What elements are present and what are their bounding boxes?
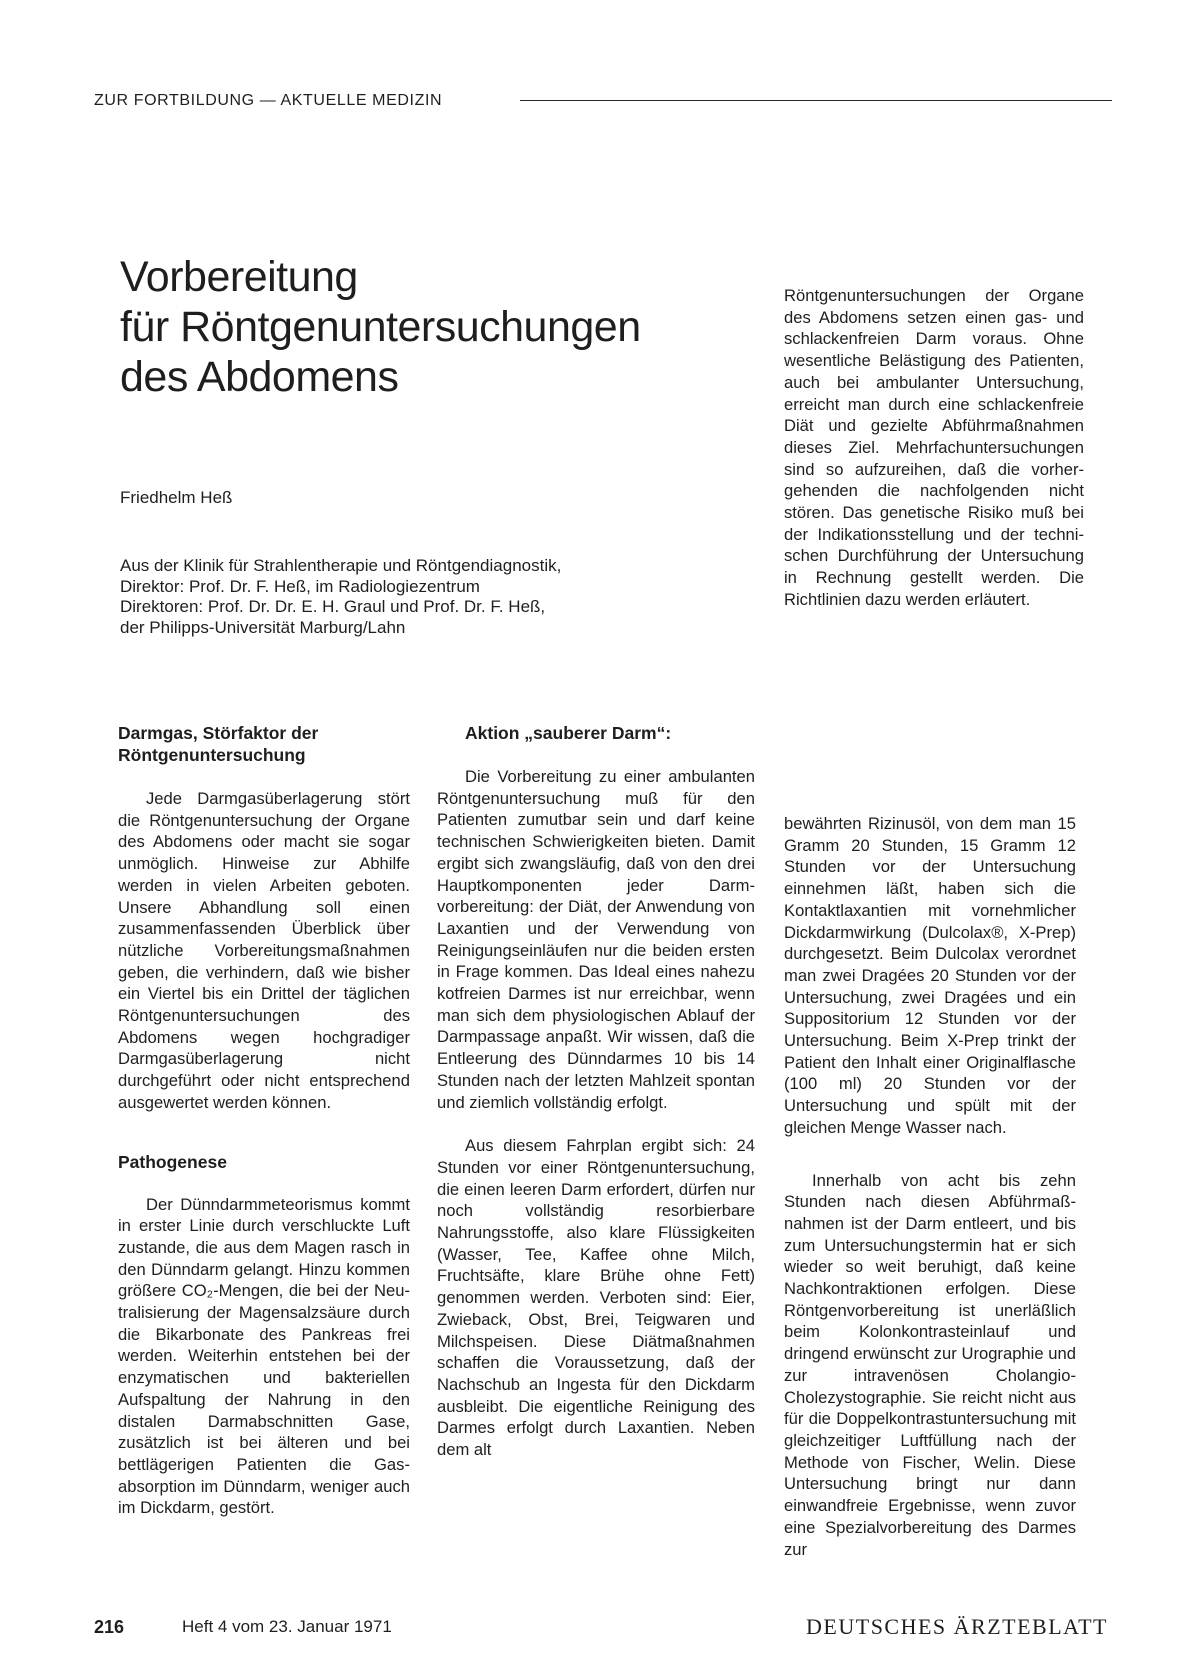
abstract-text: Röntgenuntersuchungen der Organe des Abdomens setzen einen gas- und schlackenfreien Darm voraus. Ohne wesentliche Belästigung des Patienten, auch bei ambulanter Untersuchung, erreicht man durch eine schlackenfreie Diät und gezielte Abführmaßnahmen dieses Ziel. Mehrfachuntersuchungen sind so aufzureihen, daß die vorhergehenden die nachfolgenden nicht stören. Das genetische Risiko muß bei der Indikationsstellung und der technischen Durchführung der Untersuchung in Rechnung gestellt werden. Die Richtlinien dazu werden erläutert.	[784, 286, 1084, 609]
journal-name: DEUTSCHES ÄRZTEBLATT	[806, 1614, 1108, 1639]
affiliation-line: Aus der Klinik für Strahlentherapie und Röntgendiagnostik,	[120, 556, 562, 575]
section-heading: Darmgas, Störfaktor der Röntgenuntersuchung	[118, 723, 319, 765]
issue-info: Heft 4 vom 23. Januar 1971	[182, 1617, 392, 1636]
column-2	[437, 722, 755, 1461]
column-1	[118, 722, 410, 1519]
section-heading: Aktion „sauberer Darm“:	[465, 723, 672, 743]
affiliation	[120, 556, 740, 638]
article-title	[120, 252, 720, 402]
body-paragraph: Jede Darmgasüberlagerung stört die Röntgenuntersuchung der Organe des Abdomens oder macht sie sogar unmöglich. Hinweise zur Abhilfe werden in vielen Arbeiten geboten. Unsere Abhandlung soll einen zusammenfassenden Überblick über nützliche Vorbereitungsmaßnahmen geben, die verhindern, daß wie bisher ein Viertel bis ein Drittel der täglichen Röntgenuntersuchungen des Abdomens wegen hochgradiger Darmgasüberlagerung nicht durchgeführt oder nicht entsprechend ausgewertet werden können.	[118, 789, 410, 1112]
body-paragraph: Der Dünndarmmeteorismus kommt in erster Linie durch verschluckte Luft zustande, die aus dem Magen rasch in den Dünndarm gelangt. Hinzu kommen größere CO₂-Mengen, die bei der Neutralisierung der Magensalzsäure durch die Bikarbonate des Pankreas frei werden. Weiterhin entstehen bei der enzymatischen und bakteriellen Aufspaltung der Nahrung in den distalen Darmabschnitten Gase, zusätzlich ist bei älteren und bei bettlägerigen Patienten die Gasabsorption im Dünndarm, weniger auch im Dickdarm, gestört.	[118, 1194, 410, 1518]
column-3	[784, 813, 1076, 1560]
body-paragraph: Die Vorbereitung zu einer ambulanten Röntgenuntersuchung muß für den Patienten zumutbar sein und darf keine technischen Schwierigkeiten bieten. Damit ergibt sich zwangsläufig, daß von den drei Hauptkomponenten jeder Darmvorbereitung: der Diät, der Anwendung von Laxantien und der Verwendung von Reinigungseinläufen nur die beiden ersten in Frage kommen. Das Ideal eines nahezu kotfreien Darmes ist nur erreichbar, wenn man sich dem physiologischen Ablauf der Darmpassage anpaßt. Wir wissen, daß die Entleerung des Dünndarmes 10 bis 14 Stunden nach der letzten Mahlzeit spontan und ziemlich vollständig erfolgt.	[437, 767, 755, 1112]
affiliation-line: der Philipps-Universität Marburg/Lahn	[120, 617, 406, 637]
body-paragraph: bewährten Rizinusöl, von dem man 15 Gramm 20 Stunden, 15 Gramm 12 Stunden vor der Untersuchung einnehmen läßt, haben sich die Kontaktlaxantien mit vornehmlicher Dickdarmwirkung (Dulcolax®, X-Prep) durchgesetzt. Beim Dulcolax verordnet man zwei Dragées 20 Stunden vor der Untersuchung, zwei Dragées und ein Suppositorium 12 Stunden vor der Untersuchung. Beim X-Prep trinkt der Patient den Inhalt einer Originalflasche (100 ml) 20 Stunden vor der Untersuchung und spült mit der gleichen Menge Wasser nach.	[784, 814, 1076, 1137]
body-paragraph: Aus diesem Fahrplan ergibt sich: 24 Stunden vor einer Röntgenuntersuchung, die einen leeren Darm erfordert, dürfen nur noch vollständig resorbierbare Nahrungsstoffe, also klare Flüssigkeiten (Wasser, Tee, Kaffee ohne Milch, Fruchtsäfte, klare Brühe ohne Fett) genommen werden. Verboten sind: Eier, Zwieback, Obst, Brei, Teigwaren und Milchspeisen. Diese Diätmaßnahmen schaffen die Voraussetzung, daß der Nachschub an Ingesta für den Dickdarm ausbleibt. Die eigentliche Reinigung des Darmes erfolgt durch Laxantien. Neben dem alt	[437, 1136, 755, 1460]
abstract	[784, 285, 1084, 611]
running-header: ZUR FORTBILDUNG — AKTUELLE MEDIZIN	[94, 92, 443, 109]
page-number: 216	[94, 1617, 125, 1637]
body-paragraph: Innerhalb von acht bis zehn Stunden nach diesen Abführmaßnahmen ist der Darm entleert, und bis zum Untersuchungstermin hat er sich wieder so weit beruhigt, daß keine Nachkontraktionen erfolgen. Diese Röntgenvorbereitung ist unerläßlich beim Kolonkontrasteinlauf und dringend erwünscht zur Urographie und zur intravenösen Cholangio-Cholezystographie. Sie reicht nicht aus für die Doppelkontrastuntersuchung mit gleichzeitiger Luftfüllung nach der Methode von Fischer, Welin. Diese Untersuchung bringt nur dann einwandfreie Ergebnisse, wenn zuvor eine Spezialvorbereitung des Darmes zur	[784, 1170, 1076, 1559]
author-name: Friedhelm Heß	[120, 488, 233, 507]
affiliation-line: Direktor: Prof. Dr. F. Heß, im Radiologiezentrum	[120, 576, 480, 596]
section-heading: Pathogenese	[118, 1151, 227, 1172]
title-line: für Röntgenuntersuchungen	[120, 303, 641, 351]
title-line: des Abdomens	[120, 353, 399, 401]
header-rule	[520, 100, 1112, 101]
title-line: Vorbereitung	[120, 253, 358, 301]
affiliation-line: Direktoren: Prof. Dr. Dr. E. H. Graul und Prof. Dr. F. Heß,	[120, 597, 546, 616]
